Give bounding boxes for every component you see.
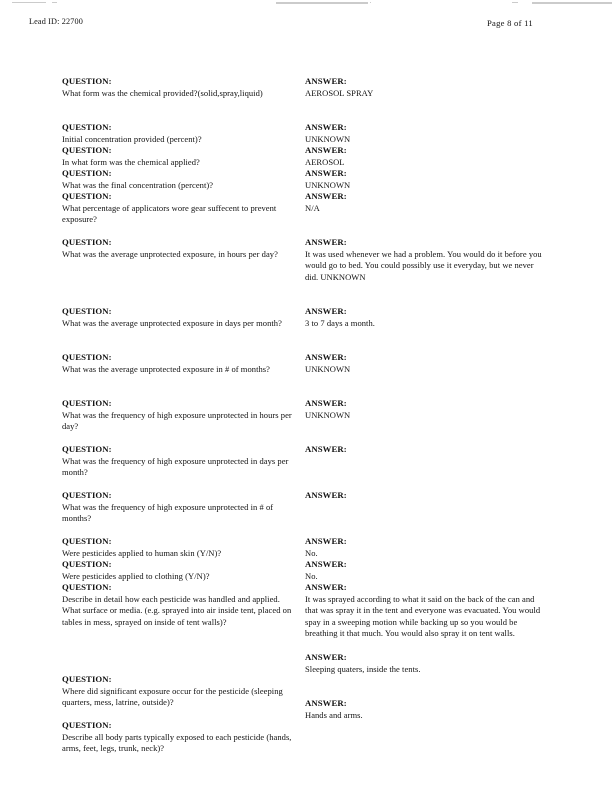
answer-text: AEROSOL SPRAY [305,87,374,98]
answer-text: AEROSOL [305,156,345,167]
answer-label: ANSWER: [305,536,347,546]
answer-block [305,168,545,191]
answer-block [305,444,545,456]
question-block [62,122,299,145]
answer-block [305,191,545,214]
question-block [62,76,299,99]
answer-block [305,652,545,675]
answer-label: ANSWER: [305,490,347,500]
question-label: QUESTION: [62,237,112,247]
answer-block [305,76,545,99]
question-text: In what form was the chemical applied? [62,156,200,167]
answer-block [305,237,545,283]
question-text: What percentage of applicators wore gear suffecent to prevent exposure? [62,202,277,225]
question-label: QUESTION: [62,582,112,592]
answer-text: UNKNOWN [305,409,351,420]
question-label: QUESTION: [62,191,112,201]
answer-label: ANSWER: [305,582,347,592]
answer-block [305,306,545,329]
question-block [62,444,299,479]
answer-text: N/A [305,202,320,213]
question-text: What was the frequency of high exposure unprotected in # of months? [62,501,274,524]
question-label: QUESTION: [62,559,112,569]
question-label: QUESTION: [62,444,112,454]
answer-block [305,145,545,168]
answer-label: ANSWER: [305,398,347,408]
question-block [62,191,299,226]
answer-text: It was used whenever we had a problem. You would do it before you would go to bed. You could possibly use it everyday, but we never did. UNKNOWN [305,248,542,282]
question-label: QUESTION: [62,352,112,362]
answer-text: UNKNOWN [305,179,351,190]
question-block [62,536,299,559]
page-header [0,17,612,31]
question-text: What was the average unprotected exposure, in hours per day? [62,248,278,259]
question-block [62,145,299,168]
answer-label: ANSWER: [305,145,347,155]
question-block [62,352,299,375]
answer-text: Sleeping quaters, inside the tents. [305,663,421,674]
question-text: What was the average unprotected exposure in days per month? [62,317,282,328]
question-text: Describe in detail how each pesticide was handled and applied. What surface or media. (e.g. sprayed into air inside tent, placed on tables in mess, sprayed on inside of tent walls)? [62,593,292,627]
answer-text: No. [305,570,318,581]
answer-label: ANSWER: [305,444,347,454]
answer-label: ANSWER: [305,237,347,247]
question-text: What was the final concentration (percent)? [62,179,214,190]
question-label: QUESTION: [62,145,112,155]
answer-text: UNKNOWN [305,133,351,144]
question-text: What was the average unprotected exposure in # of months? [62,363,270,374]
question-block [62,559,299,582]
question-block [62,306,299,329]
question-label: QUESTION: [62,76,112,86]
answer-label: ANSWER: [305,698,347,708]
answer-label: ANSWER: [305,191,347,201]
answer-block [305,559,545,582]
answer-text: 3 to 7 days a month. [305,317,375,328]
answer-label: ANSWER: [305,652,347,662]
answer-text: No. [305,547,318,558]
question-text: Were pesticides applied to clothing (Y/N)? [62,570,210,581]
question-block [62,237,299,260]
answer-block [305,536,545,559]
answer-label: ANSWER: [305,352,347,362]
question-label: QUESTION: [62,122,112,132]
answer-label: ANSWER: [305,168,347,178]
qa-body [0,76,612,776]
question-label: QUESTION: [62,168,112,178]
answer-text: UNKNOWN [305,363,351,374]
question-block [62,168,299,191]
question-label: QUESTION: [62,720,112,730]
question-text: Initial concentration provided (percent)? [62,133,202,144]
answer-block [305,582,545,640]
question-text: Where did significant exposure occur for the pesticide (sleeping quarters, mess, latrine, outside)? [62,685,283,708]
answer-block [305,698,545,721]
scan-artifact-streaks [0,0,612,8]
answer-label: ANSWER: [305,559,347,569]
question-text: What form was the chemical provided?(solid,spray,liquid) [62,87,263,98]
question-label: QUESTION: [62,306,112,316]
page-number: Page 8 of 11 [487,18,533,28]
answer-block [305,490,545,502]
question-block [62,674,299,709]
question-label: QUESTION: [62,490,112,500]
question-block [62,720,299,755]
question-text: Describe all body parts typically exposed to each pesticide (hands, arms, feet, legs, trunk, neck)? [62,731,292,754]
question-label: QUESTION: [62,398,112,408]
question-text: What was the frequency of high exposure unprotected in hours per day? [62,409,292,432]
answer-label: ANSWER: [305,122,347,132]
lead-id: Lead ID: 22700 [29,17,83,26]
answer-label: ANSWER: [305,76,347,86]
question-block [62,490,299,525]
question-text: Were pesticides applied to human skin (Y/N)? [62,547,222,558]
answer-label: ANSWER: [305,306,347,316]
answer-text: Hands and arms. [305,709,363,720]
question-text: What was the frequency of high exposure unprotected in days per month? [62,455,289,478]
question-block [62,582,299,628]
answer-block [305,122,545,145]
question-block [62,398,299,433]
answer-text: It was sprayed according to what it said on the back of the can and that was spray it in the tent and everyone was evacuated. You would spay in a sweeping motion while backing up so you would be breathing it that much. You would also spray it on tent walls. [305,593,541,639]
answer-block [305,352,545,375]
question-label: QUESTION: [62,674,112,684]
answer-block [305,398,545,421]
question-label: QUESTION: [62,536,112,546]
